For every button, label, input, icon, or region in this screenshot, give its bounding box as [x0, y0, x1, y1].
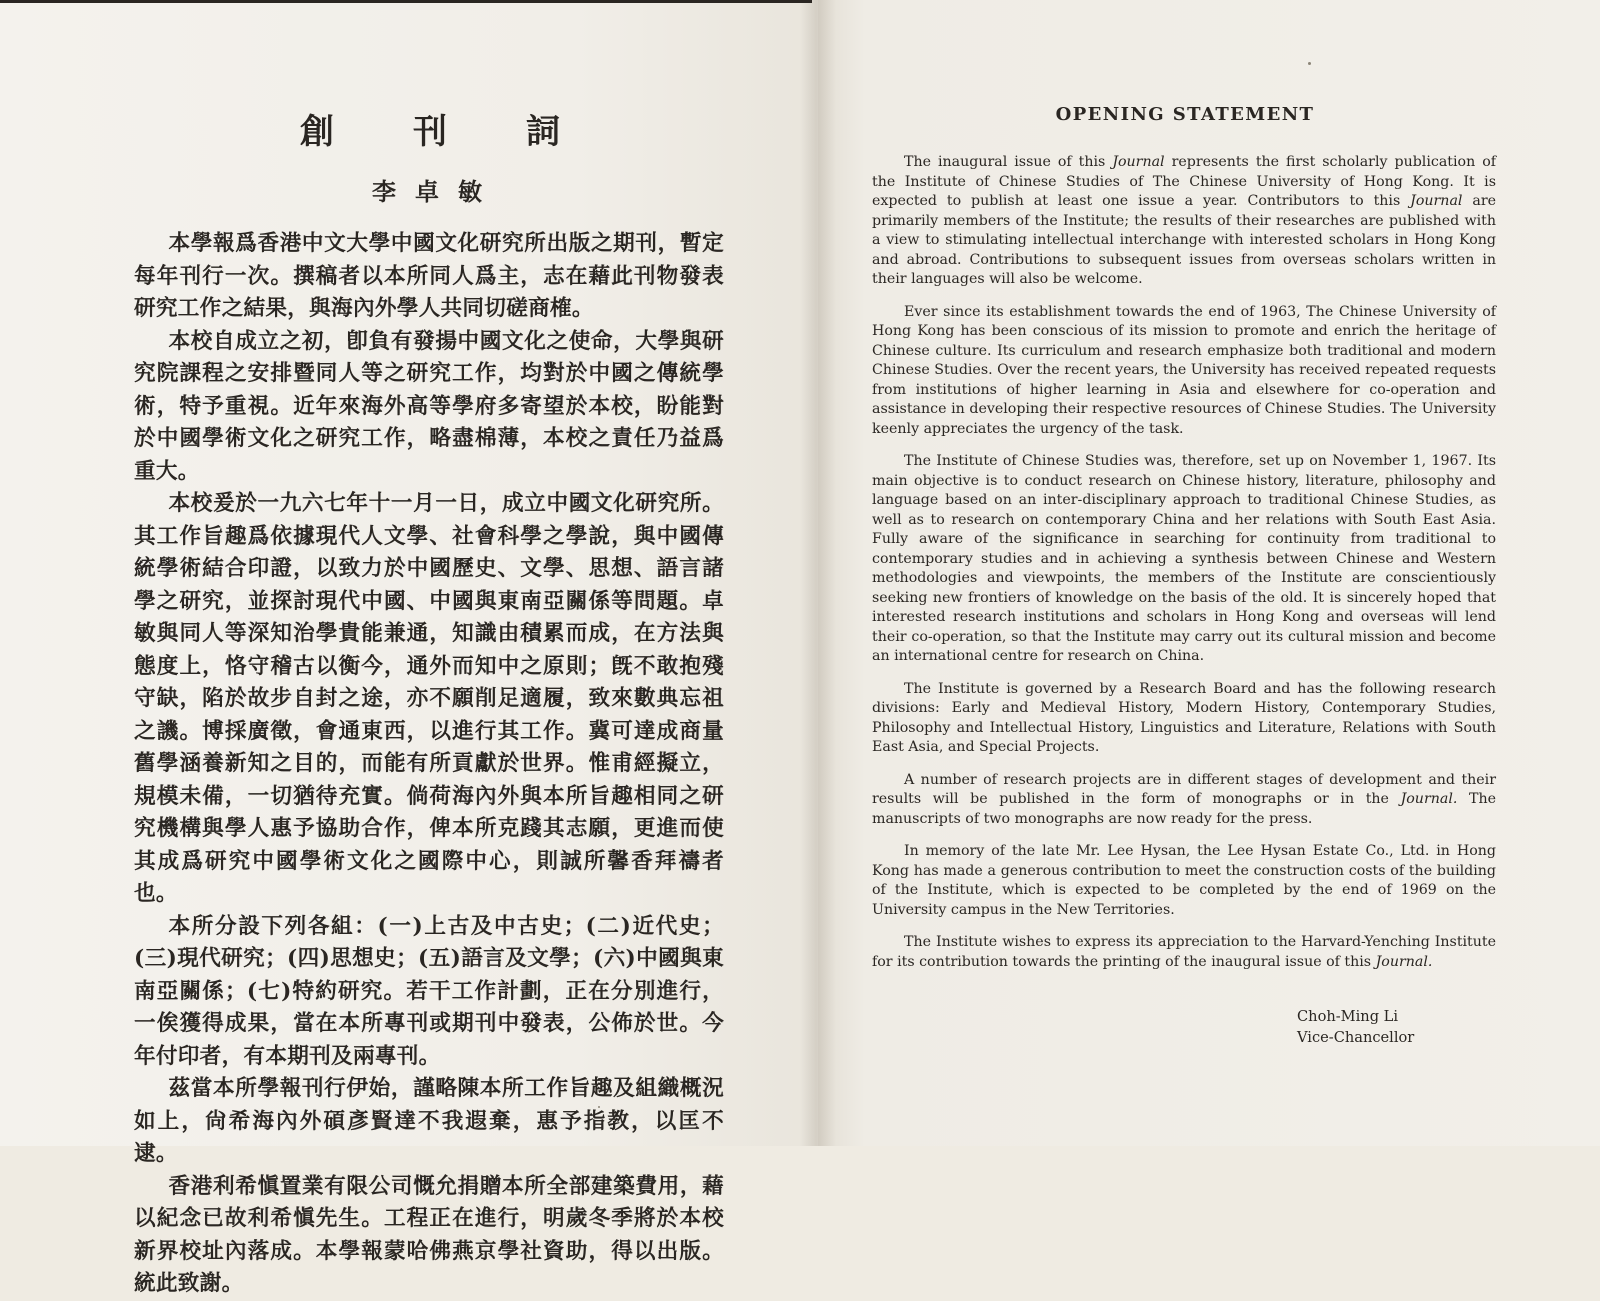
zh-paragraph: 本學報爲香港中文大學中國文化研究所出版之期刊，暫定每年刊行一次。撰稿者以本所同人爲主，志在藉此刊物發表研究工作之結果，與海內外學人共同切磋商榷。	[134, 231, 724, 321]
en-text: represents the first scholarly publication of the Institute of Chinese Studies of The Chinese University of Hong Kong. It is expected to publish at least one issue a year. Contributors to this	[872, 154, 1496, 209]
paper-speck	[598, 1106, 600, 1108]
signature-block	[1297, 1006, 1414, 1048]
en-text: The manuscripts of two monographs are now ready for the press.	[872, 791, 1496, 827]
signature-role: Vice-Chancellor	[1297, 1029, 1415, 1046]
zh-title-char: 詞	[526, 112, 560, 152]
zh-paragraph: 本校自成立之初，卽負有發揚中國文化之使命，大學與研究院課程之安排暨同人等之研究工作，均對於中國之傳統學術，特予重視。近年來海外高等學府多寄望於本校，盼能對於中國學術文化之研究工作，略盡棉薄，本校之責任乃益爲重大。	[134, 328, 724, 484]
en-text: A number of research projects are in different stages of development and their results will be published in the form of monographs or in the	[872, 771, 1496, 807]
zh-body-text	[134, 228, 724, 1301]
en-body-text	[872, 153, 1496, 985]
zh-title-char: 刊	[413, 112, 447, 152]
en-paragraph: The Institute of Chinese Studies was, therefore, set up on November 1, 1967. Its main objective is to conduct research on Chinese history, literature, philosophy and language based on an inter-disciplinary approach to traditional Chinese Studies, as well as to research on contemporary China and her relations with South East Asia. Fully aware of the significance in searching for continuity from traditional to contemporary studies and in achieving a synthesis between Chinese and Western methodologies and viewpoints, the members of the Institute are conscientiously seeking new frontiers of knowledge on the basis of the old. It is sincerely hoped that interested research institutions and scholars in Hong Kong and overseas will lend their co-operation, so that the Institute may carry out its cultural mission and become an international centre for research on China.	[872, 453, 1496, 664]
en-text: are primarily members of the Institute; the results of their researches are published with a view to stimulating intellectual interchange with interested scholars in Hong Kong and abroad. Contributions to subsequent issues from overseas scholars written in their languages will also be welcome.	[872, 193, 1496, 287]
book-gutter	[800, 0, 836, 1146]
zh-paragraph: 香港利希愼置業有限公司慨允捐贈本所全部建築費用，藉以紀念已故利希愼先生。工程正在進行，明歲冬季將於本校新界校址內落成。本學報蒙哈佛燕京學社資助，得以出版。統此致謝。	[134, 1173, 724, 1296]
zh-paragraph: 本所分設下列各組：(一)上古及中古史；(二)近代史；(三)現代研究；(四)思想史；(五)語言及文學；(六)中國與東南亞關係；(七)特約研究。若干工作計劃，正在分別進行，一俟獲得成果，當在本所專刊或期刊中發表，公佈於世。今年付印者，有本期刊及兩專刊。	[134, 913, 724, 1069]
en-paragraph	[872, 771, 1496, 830]
zh-page-title	[300, 104, 560, 153]
en-text: The Institute wishes to express its appreciation to the Harvard-Yenching Institute for its contribution towards the printing of the inaugural issue of this	[872, 934, 1496, 970]
en-italic-journal: Journal.	[1375, 953, 1433, 970]
en-text: The inaugural issue of this	[904, 154, 1113, 170]
zh-title-char: 創	[300, 112, 334, 152]
en-italic-journal: Journal.	[1400, 791, 1458, 807]
en-paragraph: Ever since its establishment towards the end of 1963, The Chinese University of Hong Kong has been conscious of its mission to promote and enrich the heritage of Chinese culture. Its curriculum and research emphasize both traditional and modern Chinese Studies. Over the recent years, the University has received repeated requests from institutions of higher learning in Asia and elsewhere for co-operation and assistance in developing their respective resources of Chinese Studies. The University keenly appreciates the urgency of the task.	[872, 303, 1496, 437]
signature-name: Choh-Ming Li	[1297, 1008, 1399, 1025]
top-edge-rule	[0, 0, 812, 3]
en-italic-journal: Journal	[1410, 193, 1463, 209]
en-paragraph: The Institute is governed by a Research Board and has the following research divisions: Early and Medieval History, Modern History, Contemporary Studies, Philosophy and Intellectual History, Linguistics and Literature, Relations with South East Asia, and Special Projects.	[872, 680, 1496, 755]
zh-paragraph: 茲當本所學報刊行伊始，謹略陳本所工作旨趣及組織概況如上，尙希海內外碩彥賢達不我遐棄，惠予指教，以匡不逮。	[134, 1076, 724, 1166]
paper-speck	[1308, 62, 1311, 65]
zh-author-char: 李	[372, 177, 396, 206]
zh-paragraph: 本校爰於一九六七年十一月一日，成立中國文化研究所。其工作旨趣爲依據現代人文學、社會科學之學說，與中國傳統學術結合印證，以致力於中國歷史、文學、思想、語言諸學之研究，並探討現代中國、中國與東南亞關係等問題。卓敏與同人等深知治學貴能兼通，知識由積累而成，在方法與態度上，恪守稽古以衡今，通外而知中之原則；旣不敢抱殘守缺，陷於故步自封之途，亦不願削足適履，致來數典忘祖之譏。博採廣徵，會通東西，以進行其工作。冀可達成商量舊學涵養新知之目的，而能有所貢獻於世界。惟甫經擬立，規模未備，一切猶待充實。倘荷海內外與本所旨趣相同之研究機構與學人惠予協助合作，俾本所克踐其志願，更進而使其成爲研究中國學術文化之國際中心，則誠所馨香拜禱者也。	[134, 491, 724, 906]
zh-author-char: 卓	[415, 177, 439, 206]
en-page-title: OPENING STATEMENT	[1055, 104, 1315, 125]
zh-author-char: 敏	[458, 177, 482, 206]
en-italic-journal: Journal	[1112, 154, 1165, 170]
zh-author	[372, 172, 482, 207]
en-paragraph	[872, 153, 1496, 290]
en-paragraph: In memory of the late Mr. Lee Hysan, the Lee Hysan Estate Co., Ltd. in Hong Kong has made a generous contribution to meet the construction costs of the building of the Institute, which is expected to be completed by the end of 1969 on the University campus in the New Territories.	[872, 843, 1496, 918]
en-paragraph	[872, 933, 1496, 972]
